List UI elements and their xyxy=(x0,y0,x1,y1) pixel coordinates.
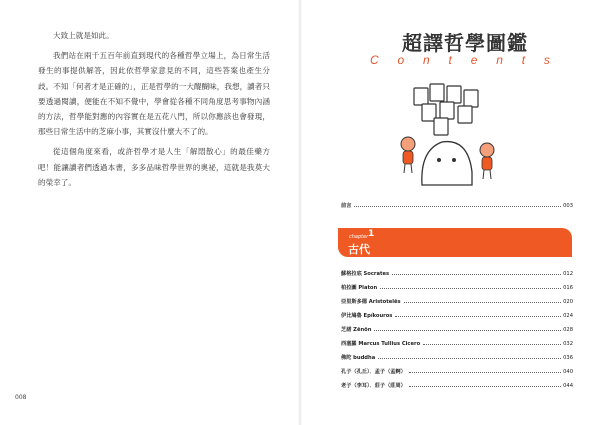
contents-letter: C xyxy=(370,53,379,67)
toc-entry[interactable] xyxy=(341,337,573,347)
figure-body-icon xyxy=(422,142,472,185)
toc-label: 佛陀 buddha xyxy=(341,355,376,361)
chapter-number: 1 xyxy=(368,229,375,239)
toc-page: 020 xyxy=(563,299,573,305)
book-title: 超譯哲學圖鑑 xyxy=(402,31,528,55)
chapter-header xyxy=(338,228,572,257)
toc-leader xyxy=(395,316,561,317)
toc-entry[interactable] xyxy=(341,281,573,291)
toc-entry[interactable] xyxy=(341,295,573,305)
toc-entry[interactable] xyxy=(341,267,573,277)
toc-page: 036 xyxy=(563,355,573,361)
toc-label: 伊比鳩魯 Epíkouros xyxy=(341,313,393,319)
toc-leader xyxy=(374,330,561,331)
left-paragraph: 從這個角度來看，或許哲學才是人生「解悶散心」的最佳藥方吧！能讓讀者們透過本書，多多品味哲學世界的奧祕，這就是我莫大的榮幸了。 xyxy=(38,147,270,187)
contents-heading xyxy=(370,53,550,67)
contents-letter: t xyxy=(448,53,452,67)
left-paragraph: 我們站在兩千五百年前直到現代的各種哲學立場上，為日常生活發生的事提供解答，因此依哲學家意見的不同，這些答案也產生分歧。不知「何者才是正確的」，正是哲學的一大醍醐味，我想，讀者只要透過閱讀，便能在不知不覺中，學會從各種不同角度思考事物內涵的方法，哲學能對應的內容實在是五花八門，所以你應該也會發現，那些日常生活中的芝麻小事，其實沒什麼大不了的。 xyxy=(38,51,270,137)
toc-leader xyxy=(409,372,561,373)
toc-entry[interactable] xyxy=(341,351,573,361)
toc-leader xyxy=(423,344,561,345)
left-page-body xyxy=(38,28,270,195)
toc-leader xyxy=(392,274,561,275)
toc-page: 016 xyxy=(563,285,573,291)
contents-letter: t xyxy=(521,53,526,67)
toc-leader xyxy=(378,358,561,359)
contents-letter: n xyxy=(496,53,503,67)
toc-entry[interactable] xyxy=(341,323,573,333)
toc-label: 亞里斯多德 Aristotelēs xyxy=(341,299,401,305)
toc-label: 老子（李耳）．莊子（莊周） xyxy=(341,383,406,389)
toc-page: 028 xyxy=(563,327,573,333)
toc-entry[interactable] xyxy=(341,379,573,389)
left-paragraph: 大致上就是如此。 xyxy=(53,31,114,40)
small-figure-right-icon xyxy=(480,143,494,179)
toc-label: 前言 xyxy=(341,203,352,209)
philosophers-illustration xyxy=(392,80,502,190)
contents-letter: o xyxy=(397,53,405,67)
toc-leader xyxy=(380,288,561,289)
toc-page: 040 xyxy=(563,369,573,375)
books-icon xyxy=(414,84,478,135)
toc-leader xyxy=(404,302,561,303)
toc-entry[interactable] xyxy=(341,365,573,375)
left-page-number: 008 xyxy=(15,394,27,401)
chapter-label: chapter xyxy=(349,234,369,240)
toc-leader xyxy=(409,386,561,387)
toc-page: 044 xyxy=(563,383,573,389)
toc-page: 012 xyxy=(563,271,573,277)
toc-page: 032 xyxy=(563,341,573,347)
contents-letter: s xyxy=(543,53,550,67)
toc-page: 003 xyxy=(563,203,573,209)
book-gutter xyxy=(298,0,302,425)
toc-label: 芝諾 Zēnōn xyxy=(341,327,372,333)
toc-label: 柏拉圖 Platon xyxy=(341,285,378,291)
toc-preface[interactable] xyxy=(341,199,573,209)
contents-letter: e xyxy=(470,53,478,67)
toc-label: 西塞羅 Marcus Tullius Cicero xyxy=(341,341,421,347)
toc-label: 孔子（孔丘）．孟子（孟軻） xyxy=(341,369,406,375)
chapter-title: 古代 xyxy=(348,243,370,256)
toc-page: 024 xyxy=(563,313,573,319)
toc-entry[interactable] xyxy=(341,309,573,319)
small-figure-left-icon xyxy=(401,137,415,173)
toc-leader xyxy=(354,206,561,207)
contents-letter: n xyxy=(423,53,430,67)
toc-label: 蘇格拉底 Socrates xyxy=(341,271,390,277)
